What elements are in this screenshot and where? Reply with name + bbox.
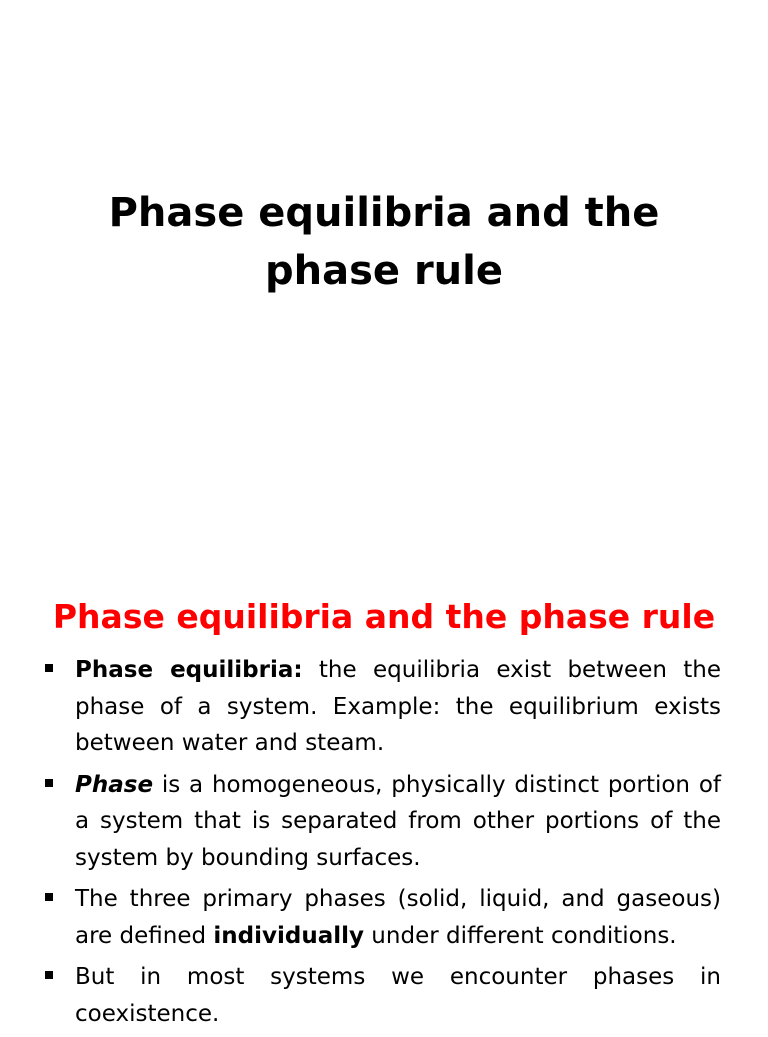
bullet-text-after: under different conditions. <box>364 922 677 949</box>
content-slide-title: Phase equilibria and the phase rule <box>52 597 716 636</box>
title-line-2: phase rule <box>264 248 503 294</box>
slide-title <box>0 184 768 300</box>
bullet-list <box>45 652 721 1037</box>
content-slide <box>0 560 768 1027</box>
bullet-text-before: The three primary phases (solid, liquid, and gaseous) are defined <box>75 886 721 949</box>
bullet-lead: Phase equilibria: <box>75 657 303 683</box>
bullet-item-primary-phases <box>45 881 721 954</box>
square-bullet-icon <box>45 664 53 672</box>
bullet-item-coexistence <box>45 959 721 1032</box>
square-bullet-icon <box>45 893 53 901</box>
bullet-text: But in most systems we encounter phases in coexistence. <box>75 964 721 1027</box>
title-line-1: Phase equilibria and the <box>108 190 660 236</box>
bullet-text: is a homogeneous, physically distinct portion of a system that is separated from other portions of the system by bounding surfaces. <box>75 771 721 871</box>
bullet-lead: Phase <box>75 771 154 798</box>
bullet-item-phase <box>45 767 721 877</box>
bullet-emphasis: individually <box>213 922 364 949</box>
square-bullet-icon <box>45 779 53 787</box>
bullet-item-phase-equilibria <box>45 652 721 762</box>
bullet-text: the equilibria exist between the phase of a system. Example: the equilibrium exists between water and steam. <box>75 657 721 756</box>
square-bullet-icon <box>45 971 53 979</box>
